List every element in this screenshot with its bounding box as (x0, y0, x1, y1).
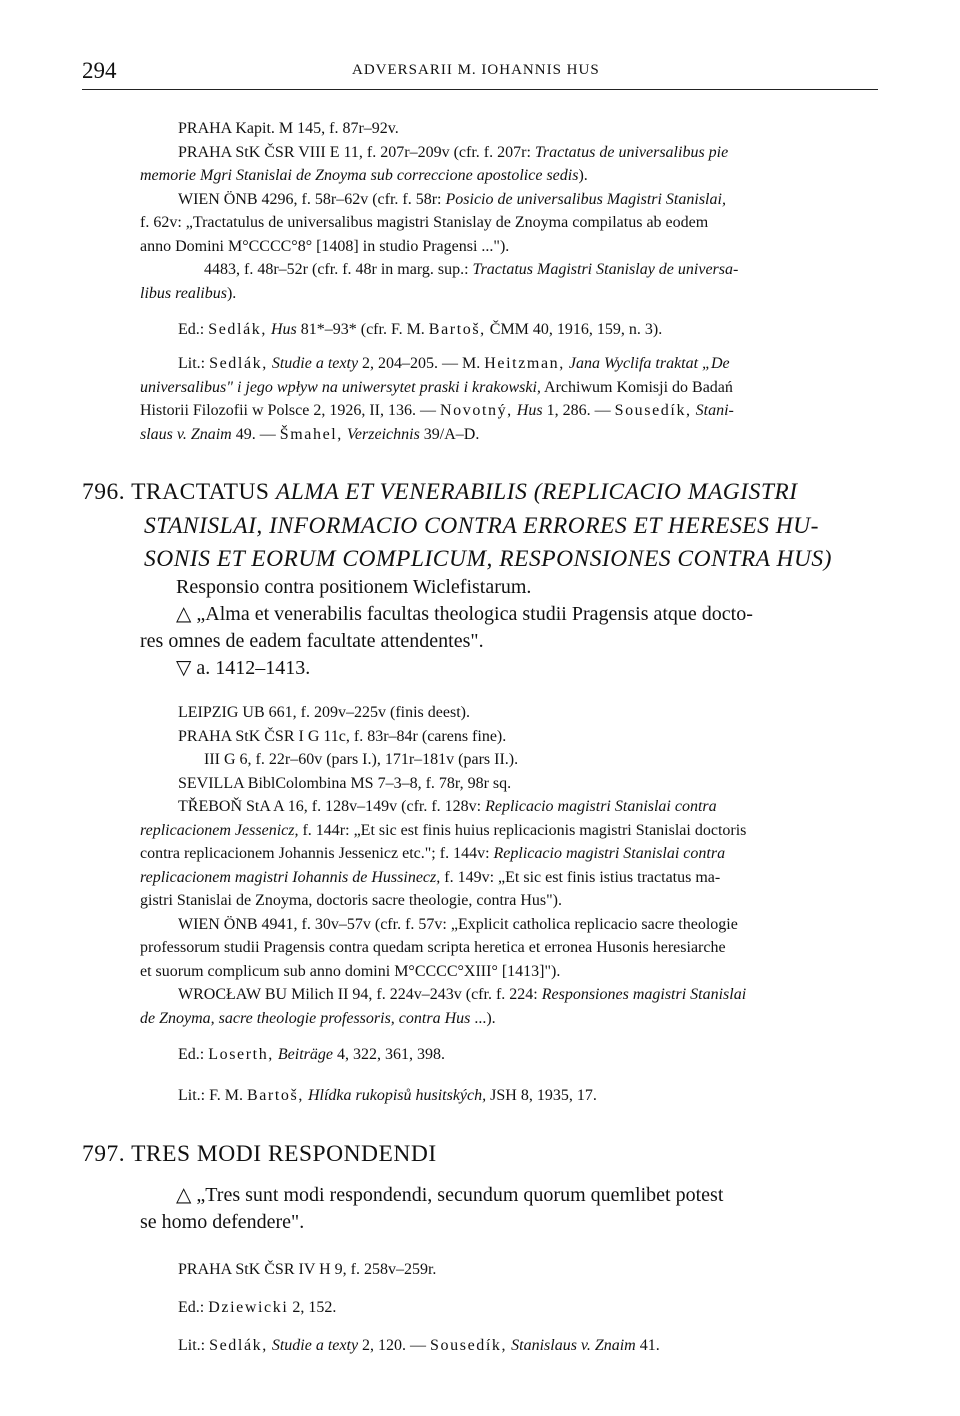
manuscript-line: SEVILLA BiblColombina MS 7–3–8, f. 78r, 98r sq. (178, 774, 512, 792)
manuscript-line: contra replicacionem Johannis Jessenicz etc."; f. 144v: Replicacio magistri Stanislai contra (140, 845, 726, 862)
entry-797-edition: Ed.: Dziewicki 2, 152. (178, 1299, 337, 1316)
triangle-up-icon: △ (176, 603, 192, 625)
entry-797-manuscript: PRAHA StK ČSR IV H 9, f. 258v–259r. (178, 1261, 437, 1278)
entry-number: 797. (82, 1141, 126, 1167)
manuscript-line: LEIPZIG UB 661, f. 209v–225v (finis deest). (178, 704, 470, 721)
entry-number: 796. (82, 479, 126, 505)
manuscript-line: replicacionem magistri Iohannis de Hussinecz, f. 149v: „Et sic est finis istius tractatus ma- (140, 868, 721, 886)
manuscript-line: TŘEBOŇ StA A 16, f. 128v–149v (cfr. f. 128v: Replicacio magistri Stanislai contra (178, 798, 717, 815)
manuscript-line: libus realibus). (140, 284, 237, 302)
manuscript-line: replicacionem Jessenicz, f. 144r: „Et sic est finis huius replicacionis magistri Stanislai doctoris (140, 821, 747, 839)
entry-797-heading: 797. TRES MODI RESPONDENDI (82, 1141, 437, 1167)
manuscript-line: memorie Mgri Stanislai de Znoyma sub correccione apostolice sedis). (140, 167, 588, 184)
triangle-down-icon: ▽ (176, 657, 192, 679)
manuscript-line: f. 62v: „Tractatulus de universalibus magistri Stanislay de Znoyma compilatus ab eodem (140, 214, 709, 231)
running-head: ADVERSARII M. IOHANNIS HUS (352, 62, 600, 78)
manuscript-list (140, 117, 880, 305)
description: Responsio contra positionem Wiclefistarum. (176, 576, 532, 598)
manuscript-line: et suorum complicum sub anno domini M°CCCC°XIII° [1413]"). (140, 962, 561, 980)
manuscript-line: PRAHA StK ČSR I G 11c, f. 83r–84r (carens fine). (178, 727, 507, 745)
entry-796-edition: Ed.: Loserth, Beiträge 4, 322, 361, 398. (178, 1046, 445, 1063)
edition-note: Ed.: Sedlák, Hus 81*–93* (cfr. F. M. Bartoš, ČMM 40, 1916, 159, n. 3). (178, 321, 663, 338)
header-rule (82, 89, 878, 90)
entry-796-literature: Lit.: F. M. Bartoš, Hlídka rukopisů husitských, JSH 8, 1935, 17. (178, 1087, 597, 1104)
manuscript-line: gistri Stanislai de Znoyma, doctoris sacre theologie, contra Hus"). (140, 892, 562, 909)
manuscript-line: anno Domini M°CCCC°8° [1408] in studio Pragensi ..."). (140, 237, 510, 255)
manuscript-line: PRAHA StK ČSR VIII E 11, f. 207r–209v (cfr. f. 207r: Tractatus de universalibus pie (178, 143, 729, 161)
manuscript-line: de Znoyma, sacre theologie professoris, contra Hus ...). (140, 1009, 496, 1027)
page-header (82, 52, 878, 92)
triangle-up-icon: △ (176, 1184, 192, 1206)
manuscript-line: professorum studii Pragensis contra quedam scripta heretica et erronea Husonis heresiarche (140, 939, 726, 956)
entry-796-incipit: Responsio contra positionem Wiclefistarum. △ „Alma et venerabilis facultas theologica studii Pragensis atque docto- res omnes de eadem facultate attendentes". ▽ a. 1412–1413. (140, 574, 880, 682)
entry-797-literature: Lit.: Sedlák, Studie a texty 2, 120. — Sousedík, Stanislaus v. Znaim 41. (178, 1337, 660, 1354)
manuscript-line: WROCŁAW BU Milich II 94, f. 224v–243v (cfr. f. 224: Responsiones magistri Stanislai (178, 986, 747, 1003)
entry-797-incipit: △ „Tres sunt modi respondendi, secundum quorum quemlibet potest se homo defendere". (140, 1184, 724, 1233)
manuscript-line: WIEN ÖNB 4296, f. 58r–62v (cfr. f. 58r: Posicio de universalibus Magistri Stanislai, (178, 190, 726, 208)
page-number: 294 (82, 58, 117, 83)
manuscript-line: WIEN ÖNB 4941, f. 30v–57v (cfr. f. 57v: „Explicit catholica replicacio sacre theologie (178, 915, 738, 933)
manuscript-line: PRAHA Kapit. M 145, f. 87r–92v. (178, 120, 399, 137)
literature-note: Lit.: Sedlák, Studie a texty 2, 204–205. — M. Heitzman, Jana Wyclifa traktat „De universalibus" i jego wpływ na uniwersytet praski i krakowski, Archiwum Komisji do Badań Historii Filozofii w Polsce 2, 1926, II, 136. — Novotný, Hus 1, 286. — Sousedík, Stani- slaus v. Znaim 49. — Šmahel, Verzeichnis 39/A–D. (140, 355, 734, 443)
manuscript-line: III G 6, f. 22r–60v (pars I.), 171r–181v (pars II.). (204, 751, 519, 768)
entry-796-manuscripts (140, 701, 880, 1030)
manuscript-line: 4483, f. 48r–52r (cfr. f. 48r in marg. sup.: Tractatus Magistri Stanislay de universa- (204, 261, 739, 278)
entry-796-heading: 796. TRACTATUS ALMA ET VENERABILIS (REPLICACIO MAGISTRI STANISLAI, INFORMACIO CONTRA ERRORES ET HERESES HU- SONIS ET EORUM COMPLICUM, RESPONSIONES CONTRA HUS) (82, 479, 832, 572)
